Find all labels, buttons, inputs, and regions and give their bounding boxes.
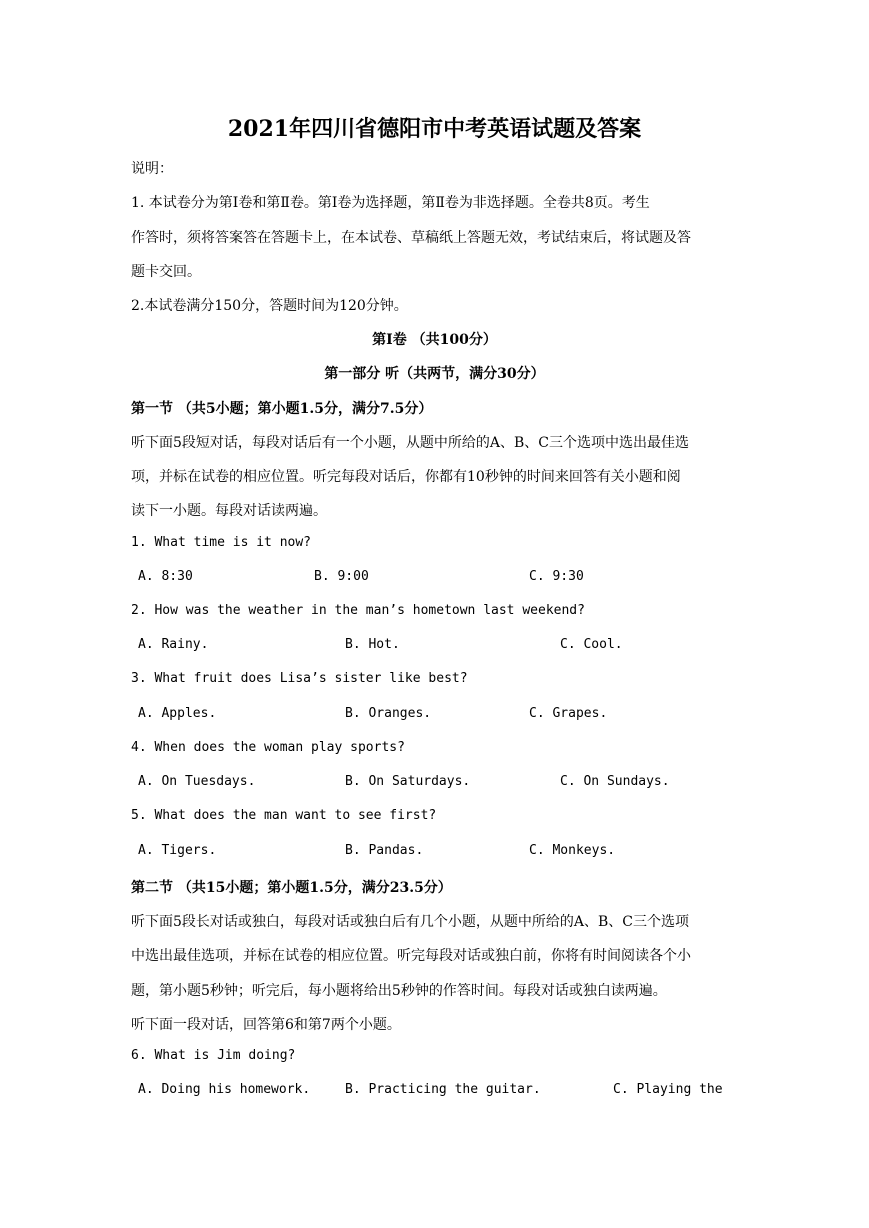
- instruction-1-line-2: 作答时，须将答案答在答题卡上，在本试卷、草稿纸上答题无效，考试结束后，将试题及答: [131, 230, 691, 246]
- question-5-option-a: A. Tigers.: [138, 843, 217, 858]
- question-6-option-a: A. Doing his homework.: [138, 1082, 311, 1097]
- instruction-2: 2.本试卷满分150分，答题时间为120分钟。: [131, 298, 408, 314]
- question-6: 6. What is Jim doing?: [131, 1048, 296, 1063]
- question-5-option-b: B. Pandas.: [345, 843, 424, 858]
- question-3-option-b: B. Oranges.: [345, 706, 432, 721]
- question-5-option-c: C. Monkeys.: [529, 843, 616, 858]
- question-1-option-b: B. 9:00: [314, 569, 369, 584]
- section1-heading: 第一节 （共5小题；第小题1.5分，满分7.5分）: [131, 401, 433, 417]
- section2-desc-line-3: 题，第小题5秒钟；听完后，每小题将给出5秒钟的作答时间。每段对话或独白读两遍。: [131, 983, 667, 999]
- instruction-1-line-3: 题卡交回。: [131, 264, 201, 280]
- question-3-option-c: C. Grapes.: [529, 706, 608, 721]
- question-1-option-c: C. 9:30: [529, 569, 584, 584]
- part-heading: 第一部分 听（共两节，满分30分）: [324, 366, 545, 382]
- section1-desc-line-3: 读下一小题。每段对话读两遍。: [131, 503, 327, 519]
- question-6-option-b: B. Practicing the guitar.: [345, 1082, 541, 1097]
- question-3-option-a: A. Apples.: [138, 706, 217, 721]
- section1-desc-line-2: 项，并标在试卷的相应位置。听完每段对话后，你都有10秒钟的时间来回答有关小题和阅: [131, 469, 681, 485]
- instruction-1-line-1: 1. 本试卷分为第Ⅰ卷和第Ⅱ卷。第Ⅰ卷为选择题，第Ⅱ卷为非选择题。全卷共8页。考生: [131, 195, 650, 211]
- question-4-option-b: B. On Saturdays.: [345, 774, 471, 789]
- question-1: 1. What time is it now?: [131, 535, 312, 550]
- question-4-option-c: C. On Sundays.: [560, 774, 670, 789]
- instructions-label: 说明：: [131, 161, 173, 177]
- question-4-option-a: A. On Tuesdays.: [138, 774, 256, 789]
- volume-heading: 第Ⅰ卷 （共100分）: [372, 332, 497, 348]
- question-1-option-a: A. 8:30: [138, 569, 193, 584]
- question-2-option-c: C. Cool.: [560, 637, 623, 652]
- section1-desc-line-1: 听下面5段短对话，每段对话后有一个小题，从题中所给的A、B、C三个选项中选出最佳选: [131, 435, 690, 451]
- question-2-option-a: A. Rainy.: [138, 637, 209, 652]
- section2-desc-line-2: 中选出最佳选项，并标在试卷的相应位置。听完每段对话或独白前，你将有时间阅读各个小: [131, 948, 691, 964]
- question-4: 4. When does the woman play sports?: [131, 740, 405, 755]
- section2-heading: 第二节 （共15小题；第小题1.5分，满分23.5分）: [131, 880, 452, 896]
- question-6-option-c: C. Playing the: [613, 1082, 723, 1097]
- section2-intro: 听下面一段对话，回答第6和第7两个小题。: [131, 1017, 401, 1033]
- page-title: 2021年四川省德阳市中考英语试题及答案: [227, 116, 642, 142]
- question-2-option-b: B. Hot.: [345, 637, 400, 652]
- question-3: 3. What fruit does Lisa’s sister like best?: [131, 671, 468, 686]
- question-2: 2. How was the weather in the man’s hometown last weekend?: [131, 603, 585, 618]
- section2-desc-line-1: 听下面5段长对话或独白，每段对话或独白后有几个小题，从题中所给的A、B、C三个选项: [131, 914, 690, 930]
- question-5: 5. What does the man want to see first?: [131, 808, 437, 823]
